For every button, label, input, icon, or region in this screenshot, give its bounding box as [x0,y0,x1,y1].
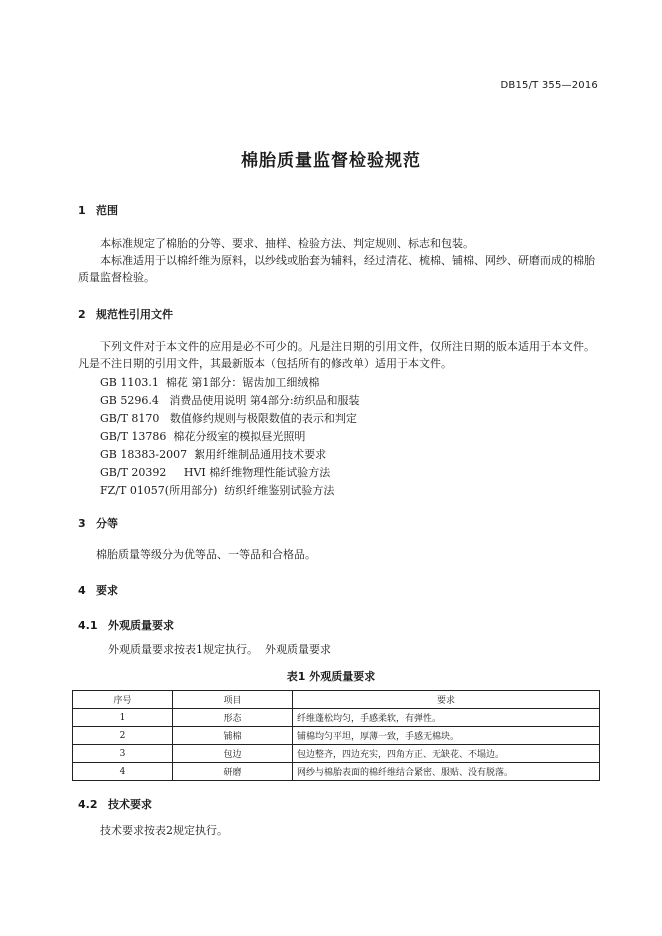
section-number: 3 [78,517,86,530]
table-cell: 包边整齐，四边充实，四角方正、无缺花、不塌边。 [293,745,600,763]
section-number: 2 [78,308,86,321]
page-title: 棉胎质量监督检验规范 [241,151,421,171]
table-1-caption: 表1 外观质量要求 [286,670,376,683]
table-header-cell: 要求 [293,691,600,709]
table-cell: 2 [73,727,173,745]
section-title: 要求 [96,584,118,597]
table-row [73,745,600,763]
subsection-title: 技术要求 [108,798,152,811]
table-cell: 纤维蓬松均匀，手感柔软，有弹性。 [293,709,600,727]
table-cell: 1 [73,709,173,727]
subsection-4-1-heading [78,617,174,633]
section-3-heading [78,515,118,531]
section-2-paragraph: 下列文件对于本文件的应用是必不可少的。凡是注日期的引用文件，仅所注日期的版本适用于本文件。凡是不注日期的引用文件，其最新版本（包括所有的修改单）适用于本文件。 [78,340,595,370]
table-cell: 网纱与棉胎表面的棉纤维结合紧密、服贴、没有脱落。 [293,763,600,781]
section-1-paragraph-1: 本标准规定了棉胎的分等、要求、抽样、检验方法、判定规则、标志和包装。 [100,237,474,250]
table-cell: 研磨 [173,763,293,781]
section-1-paragraph-2: 本标准适用于以棉纤维为原料，以纱线或胎套为辅料，经过清花、梳棉、铺棉、网纱、研磨而成的棉胎质量监督检验。 [78,254,595,284]
table-cell: 铺棉均匀平坦，厚薄一致，手感无棉块。 [293,727,600,745]
section-2-heading [78,306,173,322]
subsection-4-1-paragraph: 外观质量要求按表1规定执行。 外观质量要求 [108,643,331,656]
subsection-number: 4.1 [78,619,98,632]
reference-item: GB 1103.1 棉花 第1部分：锯齿加工细绒棉 [100,376,320,389]
reference-item: GB 5296.4 消费品使用说明 第4部分:纺织品和服装 [100,394,360,407]
subsection-number: 4.2 [78,798,98,811]
section-1-heading [78,202,118,218]
table-cell: 形态 [173,709,293,727]
subsection-4-2-paragraph: 技术要求按表2规定执行。 [100,824,228,837]
section-number: 1 [78,204,86,217]
table-1 [72,690,600,781]
subsection-4-2-heading [78,796,152,812]
table-row [73,709,600,727]
table-row [73,763,600,781]
reference-item: GB/T 13786 棉花分级室的模拟昼光照明 [100,430,306,443]
section-number: 4 [78,584,86,597]
table-cell: 4 [73,763,173,781]
table-cell: 包边 [173,745,293,763]
table-row [73,727,600,745]
section-4-heading [78,582,118,598]
reference-item: GB/T 20392 HVI 棉纤维物理性能试验方法 [100,466,331,479]
table-header-cell: 项目 [173,691,293,709]
table-cell: 3 [73,745,173,763]
table-header-row [73,691,600,709]
table-header-cell: 序号 [73,691,173,709]
section-3-paragraph: 棉胎质量等级分为优等品、一等品和合格品。 [96,548,316,561]
reference-item: GB/T 8170 数值修约规则与极限数值的表示和判定 [100,412,357,425]
reference-item: GB 18383-2007 絮用纤维制品通用技术要求 [100,448,327,461]
reference-item: FZ/T 01057(所用部分) 纺织纤维鉴别试验方法 [100,484,335,497]
section-title: 分等 [96,517,118,530]
section-title: 范围 [96,204,118,217]
section-title: 规范性引用文件 [96,308,173,321]
document-number: DB15/T 355—2016 [500,80,598,91]
subsection-title: 外观质量要求 [108,619,174,632]
table-cell: 铺棉 [173,727,293,745]
